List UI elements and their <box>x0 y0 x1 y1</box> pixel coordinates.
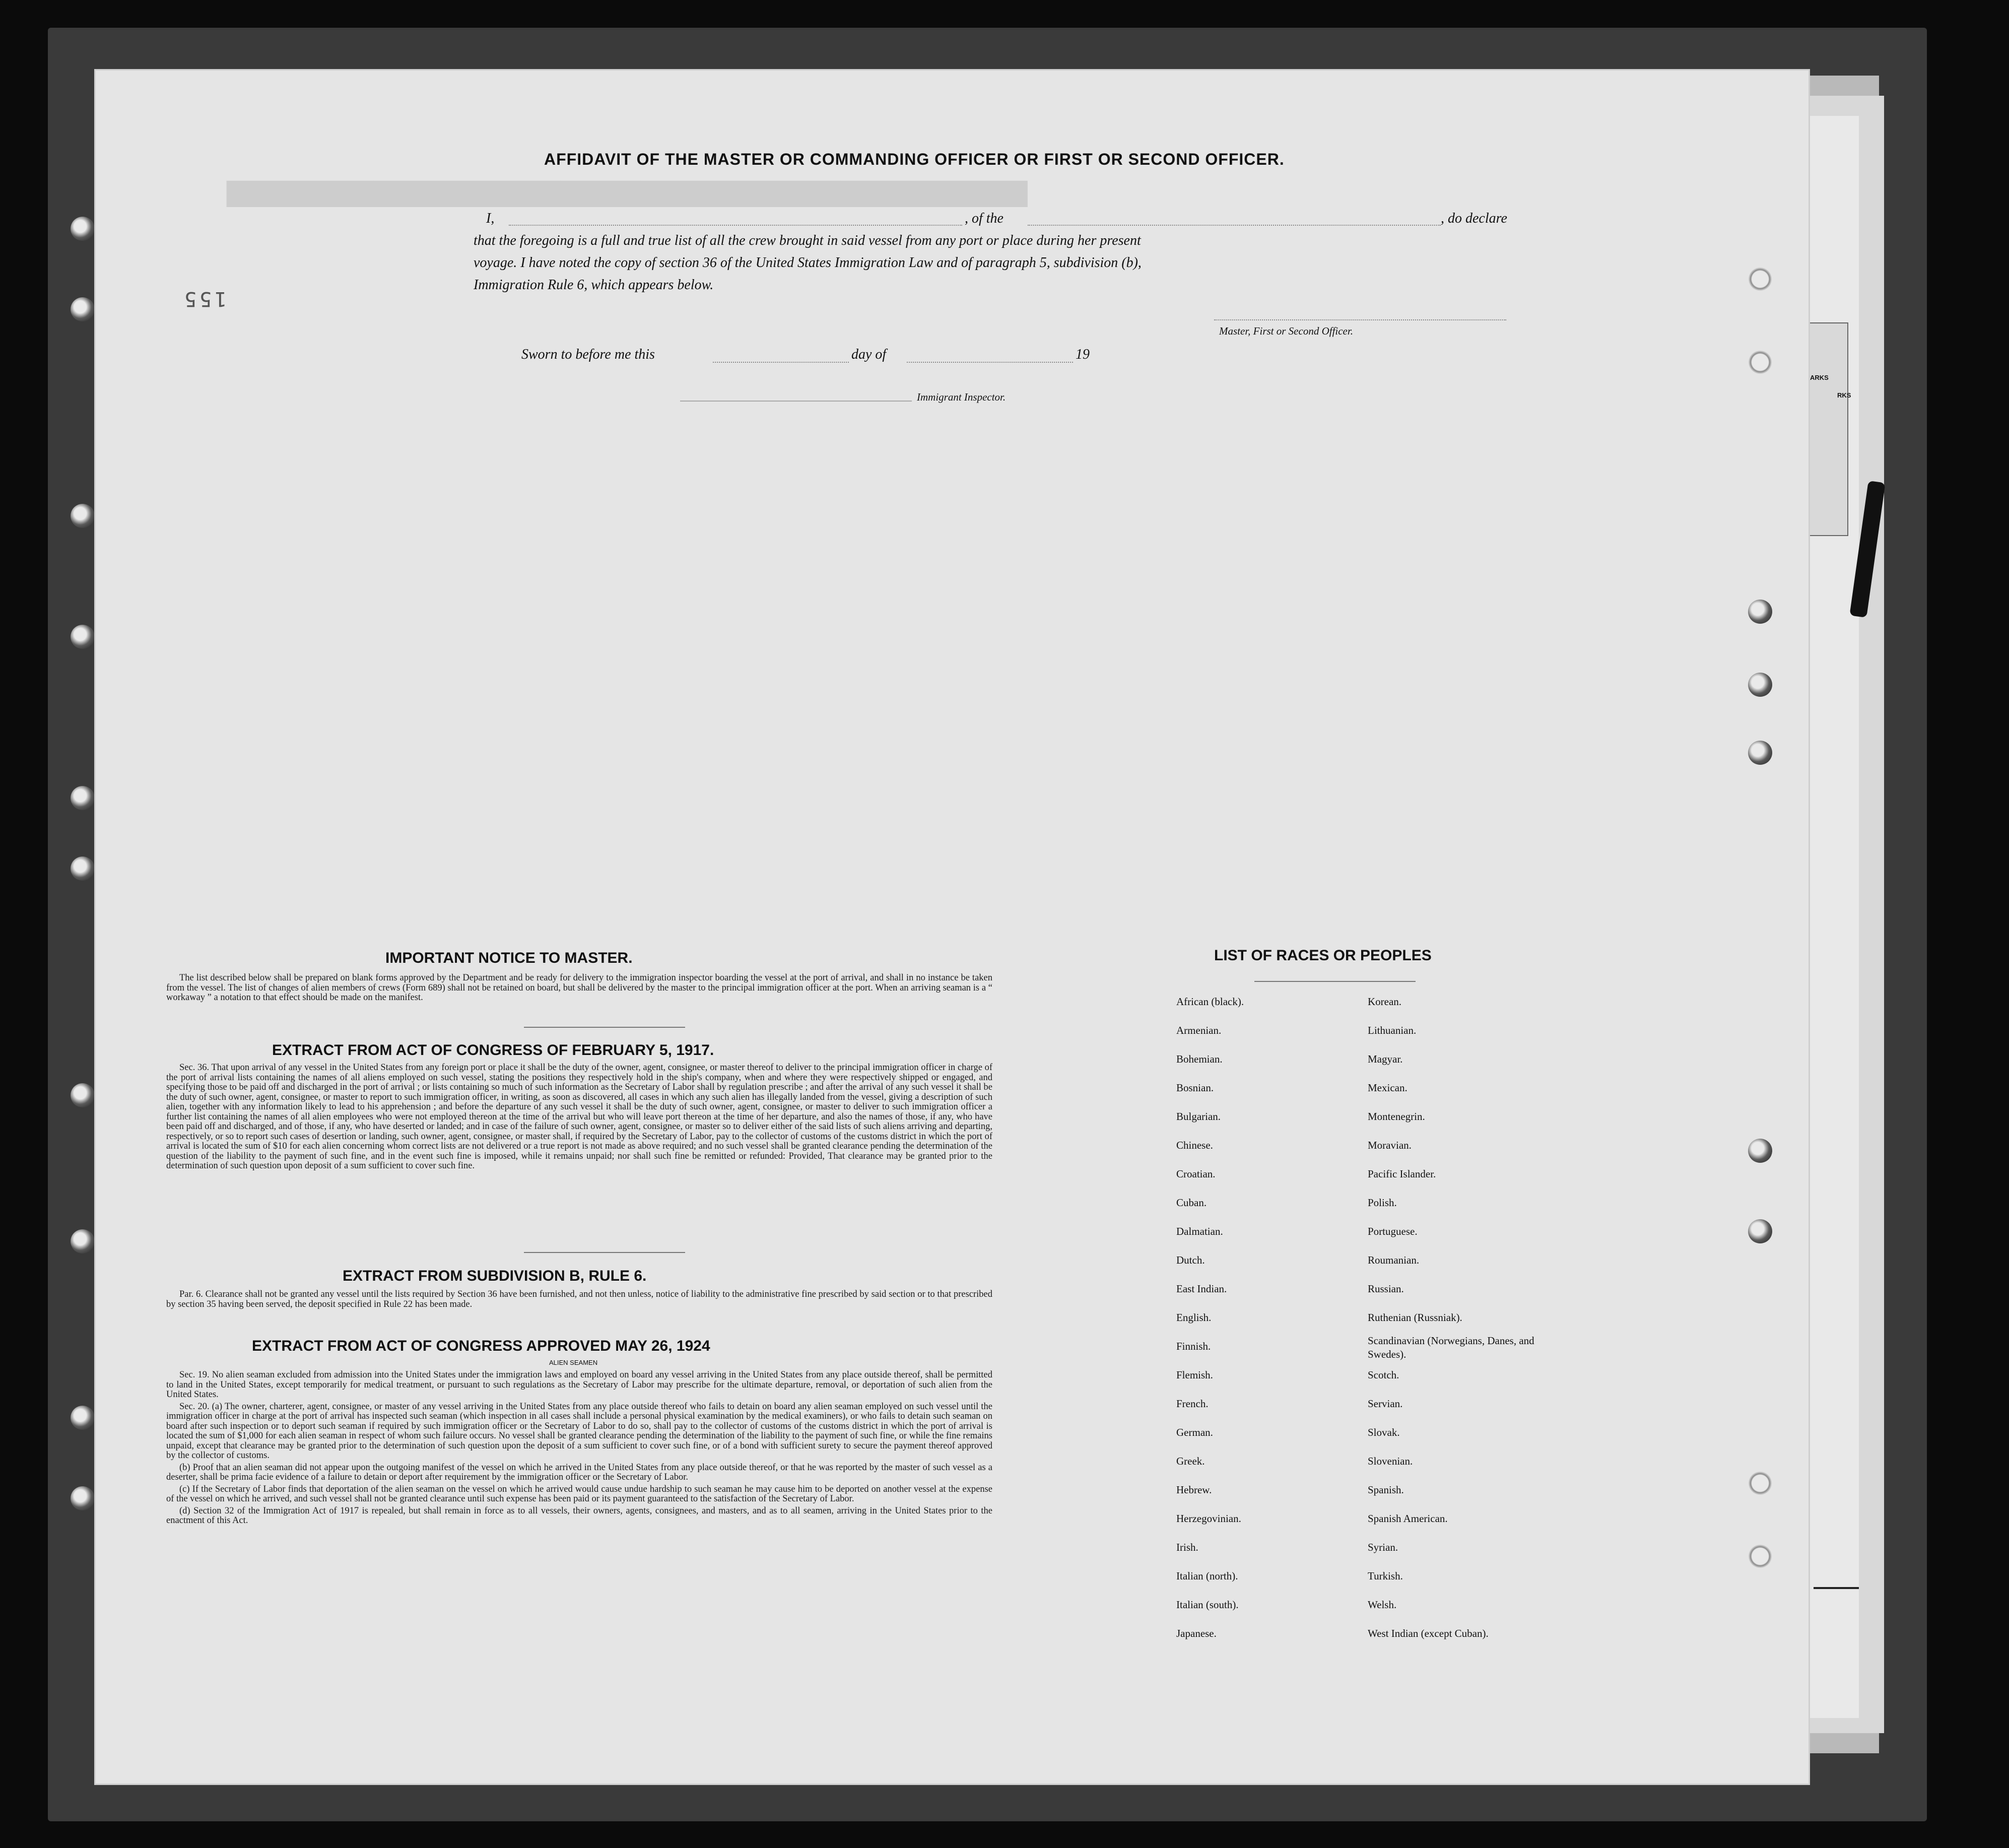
race-item: Moravian. <box>1368 1139 1412 1151</box>
punch-hole <box>71 786 95 810</box>
punch-hole <box>71 217 95 241</box>
punch-hole <box>71 504 95 528</box>
extract-1917-paragraph: Sec. 36. That upon arrival of any vessel in the United States from any foreign port or place it shall be the duty of the owner, agent, consignee, or master thereof to deliver to the principal immigration officer in charge of the port of arrival lists containing the names of all aliens employed on such vessel, stating the positions they respectively hold in the ship's company, when and where they were respectively shipped or engaged, and specifying those to be paid off and discharged in the port of arrival ; or lists containing so much of such information as the Secretary of Labor shall by regulation prescribe ; and after the arrival of any such vessel it shall be the duty of such owner, agent, consignee, or master to report to such immigration officer, in writing, as soon as discovered, all cases in which any such alien has illegally landed from the vessel, giving a description of such alien, together with any information likely to lead to his apprehension ; and before the departure of any such vessel it shall be the duty of such owner, agent, consignee, or master to deliver to such immigration officer a further list containing the names of all alien employees who were not employed thereon at the time of the arrival but who will leave port thereon at the time of her departure, and also the names of those, if any, who have been paid off and discharged, and of those, if any, who have deserted or landed; and in case of the failure of such owner, agent, consignee, or master so to deliver either of the said lists of such aliens arriving and departing, respectively, or so to report such cases of desertion or landing, such owner, agent, consignee, or master shall, if required by the Secretary of Labor, pay to the collector of customs of the customs district in which the port of arrival is located the sum of $10 for each alien concerning whom correct lists are not delivered or a true report is not made as above required; and no such vessel shall be granted clearance pending the determination of the question of the liability to the payment of such fine, and in the event such fine is imposed, while it remains unpaid; nor shall such fine be remitted or refunded: Provided, That clearance may be granted prior to the determination of such question upon deposit of a sum sufficient to cover such fine. <box>166 1063 992 1171</box>
race-item: Bohemian. <box>1176 1053 1223 1065</box>
race-item: Bosnian. <box>1176 1082 1214 1094</box>
race-item: Herzegovinian. <box>1176 1512 1241 1525</box>
race-item: East Indian. <box>1176 1283 1227 1295</box>
race-item: Finnish. <box>1176 1340 1211 1352</box>
signature-field[interactable] <box>1214 319 1506 320</box>
sworn-year: 19 <box>1076 347 1090 362</box>
race-item: Croatian. <box>1176 1168 1216 1180</box>
section-divider <box>1254 981 1416 982</box>
margin-page-number: 155 <box>181 287 227 310</box>
notice-text <box>166 973 992 1005</box>
punch-hole <box>1748 1139 1772 1163</box>
race-item: Pacific Islander. <box>1368 1168 1436 1180</box>
race-item: Dalmatian. <box>1176 1225 1223 1237</box>
extract-rule6-paragraph: Par. 6. Clearance shall not be granted any vessel until the lists required by Section 36 have been furnished, and not then unless, notice of liability to the administrative fine prescribed by said section or to that prescribed by section 35 having been served, the deposit specified in Rule 22 has been made. <box>166 1289 992 1309</box>
race-item: Slovak. <box>1368 1426 1400 1438</box>
race-item: Korean. <box>1368 996 1402 1008</box>
extract-rule6-text <box>166 1290 992 1311</box>
punch-hole <box>71 1229 95 1253</box>
race-item: Portuguese. <box>1368 1225 1418 1237</box>
name-field[interactable] <box>509 225 962 226</box>
affidavit-title: AFFIDAVIT OF THE MASTER OR COMMANDING OFFICER OR FIRST OR SECOND OFFICER. <box>544 150 1285 168</box>
race-item: Italian (south). <box>1176 1599 1239 1611</box>
punch-hole <box>71 625 95 649</box>
manifest-page <box>96 71 1809 1784</box>
race-item: Polish. <box>1368 1197 1397 1209</box>
punch-hole <box>1748 600 1772 624</box>
punch-hole <box>71 297 95 321</box>
signature-caption: Master, First or Second Officer. <box>1219 325 1353 337</box>
extract-1924-paragraph: (b) Proof that an alien seaman did not appear upon the outgoing manifest of the vessel on which he arrived in the United States from any place outside thereof, or that he was reported by the master of such vessel as a deserter, shall be prima facie evidence of a failure to detain or deport after requirement by the immigration officer or the Secretary of Labor. <box>166 1462 992 1482</box>
extract-1924-title: EXTRACT FROM ACT OF CONGRESS APPROVED MAY 26, 1924 <box>252 1338 710 1354</box>
punch-hole <box>1748 267 1772 291</box>
affidavit-i: I, <box>486 211 495 226</box>
race-item: English. <box>1176 1311 1212 1324</box>
affidavit-line: Immigration Rule 6, which appears below. <box>474 277 714 293</box>
race-item: Welsh. <box>1368 1599 1397 1611</box>
race-item: Flemish. <box>1176 1369 1213 1381</box>
race-item: Spanish American. <box>1368 1512 1448 1525</box>
race-item: Servian. <box>1368 1398 1403 1410</box>
race-item: Russian. <box>1368 1283 1404 1295</box>
race-item: Roumanian. <box>1368 1254 1420 1266</box>
race-item: Slovenian. <box>1368 1455 1413 1467</box>
side-tab-label: ARKS <box>1810 374 1829 381</box>
race-item: Bulgarian. <box>1176 1110 1221 1123</box>
section-divider <box>524 1252 685 1253</box>
race-item: French. <box>1176 1398 1209 1410</box>
race-item: Chinese. <box>1176 1139 1213 1151</box>
underlying-sheet-rule <box>1814 1587 1859 1589</box>
affidavit-line: voyage. I have noted the copy of section 36 of the United States Immigration Law and of paragraph 5, subdivision (b), <box>474 255 1142 271</box>
sworn-day-field[interactable] <box>713 362 849 363</box>
punch-hole <box>1748 1219 1772 1243</box>
extract-1917-title: EXTRACT FROM ACT OF CONGRESS OF FEBRUARY 5, 1917. <box>272 1042 714 1059</box>
punch-hole <box>1748 1471 1772 1495</box>
extract-1924-paragraph: Sec. 19. No alien seaman excluded from admission into the United States under the immigration laws and employed on board any vessel arriving in the United States from any place outside thereof, shall be permitted to land in the United States, except temporarily for medical treatment, or pursuant to such regulations as the Secretary of Labor may prescribe for the ultimate departure, removal, or deportation of such alien from the United States. <box>166 1370 992 1400</box>
vessel-field[interactable] <box>1028 225 1441 226</box>
race-item: African (black). <box>1176 996 1244 1008</box>
race-item: Irish. <box>1176 1541 1198 1553</box>
race-item: Spanish. <box>1368 1484 1404 1496</box>
side-tab-label: RKS <box>1837 391 1851 399</box>
race-item: Greek. <box>1176 1455 1205 1467</box>
extract-1924-paragraph: (d) Section 32 of the Immigration Act of 1917 is repealed, but shall remain in force as to all vessels, their owners, agents, consignees, and masters, and as to all seamen, arriving in the United States prior to the enactment of this Act. <box>166 1505 992 1526</box>
punch-hole <box>1748 350 1772 374</box>
notice-title: IMPORTANT NOTICE TO MASTER. <box>385 950 633 966</box>
race-item: Lithuanian. <box>1368 1024 1417 1036</box>
bleed-through-text: ████████████████████████████████████████████████████████████ <box>227 181 1028 207</box>
affidavit-line: that the foregoing is a full and true list of all the crew brought in said vessel from any port or place during her present <box>474 233 1141 248</box>
races-left-column <box>1176 987 1244 1648</box>
extract-rule6-title: EXTRACT FROM SUBDIVISION B, RULE 6. <box>343 1268 647 1284</box>
inspector-signature-field[interactable] <box>680 401 912 402</box>
section-divider <box>524 1027 685 1028</box>
race-item: Cuban. <box>1176 1197 1207 1209</box>
sworn-text: Sworn to before me this <box>521 347 655 362</box>
sworn-day-label: day of <box>851 347 887 362</box>
race-item: Scandinavian (Norwegians, Danes, and Swedes). <box>1368 1335 1534 1360</box>
notice-paragraph: The list described below shall be prepared on blank forms approved by the Department and be ready for delivery to the immigration inspector boarding the vessel at the port of arrival, and shall in no instance be taken from the vessel. The list of changes of alien members of crews (Form 689) shall not be retained on board, but shall be delivered by the master to the principal immigration officer at the port. When an arriving seaman is a “ workaway ” a notation to that effect should be made on the manifest. <box>166 973 992 1003</box>
extract-1924-subtitle: ALIEN SEAMEN <box>549 1359 598 1366</box>
punch-hole <box>1748 741 1772 765</box>
race-item: Japanese. <box>1176 1627 1217 1639</box>
punch-hole <box>1748 673 1772 697</box>
race-item: West Indian (except Cuban). <box>1368 1627 1489 1639</box>
race-item: Turkish. <box>1368 1570 1403 1582</box>
race-item: Armenian. <box>1176 1024 1222 1036</box>
race-item: Mexican. <box>1368 1082 1408 1094</box>
race-item: German. <box>1176 1426 1213 1438</box>
punch-hole <box>71 856 95 881</box>
race-item: Syrian. <box>1368 1541 1398 1553</box>
race-item: Magyar. <box>1368 1053 1403 1065</box>
race-item: Italian (north). <box>1176 1570 1238 1582</box>
races-title: LIST OF RACES OR PEOPLES <box>1214 947 1432 964</box>
races-right-column <box>1368 987 1549 1648</box>
inspector-caption: Immigrant Inspector. <box>917 391 1006 403</box>
extract-1924-text <box>166 1370 992 1528</box>
sworn-month-field[interactable] <box>907 362 1073 363</box>
race-item: Montenegrin. <box>1368 1110 1425 1123</box>
punch-hole <box>71 1406 95 1430</box>
extract-1917-text <box>166 1063 992 1173</box>
affidavit-of-the: , of the <box>965 211 1003 226</box>
side-tab <box>1806 322 1851 536</box>
extract-1924-paragraph: (c) If the Secretary of Labor finds that deportation of the alien seaman on the vessel on which he arrived would cause undue hardship to such seaman he may cause him to be deported on another vessel at the expense of the vessel on which he arrived, and such vessel shall not be granted clearance until such expense has been paid or its payment guaranteed to the satisfaction of the Secretary of Labor. <box>166 1484 992 1504</box>
extract-1924-paragraph: Sec. 20. (a) The owner, charterer, agent, consignee, or master of any vessel arriving in the United States from any place outside thereof who fails to detain on board any alien seaman employed on such vessel until the immigration officer in charge at the port of arrival has inspected such seaman (which inspection in all cases shall include a personal physical examination by the medical examiners), or who fails to detain such seaman on board after such inspection or to deport such seaman if required by such immigration officer or the Secretary of Labor to do so, shall pay to the collector of customs of the customs district in which the port of arrival is located the sum of $1,000 for each alien seaman in respect of whom such failure occurs. No vessel shall be granted clearance pending the determination of the liability to the payment of such fine, or while the fine remains unpaid, except that clearance may be granted prior to the determination of such question upon the deposit of a sum sufficient to cover such fine, or of a bond with sufficient surety to secure the payment thereof approved by the collector of customs. <box>166 1401 992 1461</box>
affidavit-declare: , do declare <box>1441 211 1507 226</box>
race-item: Ruthenian (Russniak). <box>1368 1311 1462 1324</box>
race-item: Scotch. <box>1368 1369 1399 1381</box>
race-item: Hebrew. <box>1176 1484 1212 1496</box>
punch-hole <box>71 1486 95 1510</box>
punch-hole <box>1748 1544 1772 1568</box>
race-item: Dutch. <box>1176 1254 1205 1266</box>
punch-hole <box>71 1083 95 1107</box>
